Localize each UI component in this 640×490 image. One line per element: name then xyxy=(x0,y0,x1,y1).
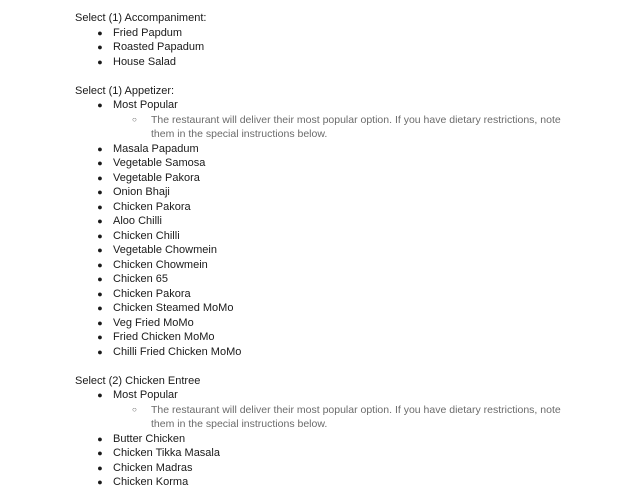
bullet-icon: ● xyxy=(97,42,103,52)
list-item xyxy=(0,214,640,229)
note-item xyxy=(132,403,571,432)
list-item xyxy=(0,200,640,215)
item-label: Chicken Chilli xyxy=(113,229,180,242)
bullet-icon: ● xyxy=(97,143,103,154)
item-label: Onion Bhaji xyxy=(113,186,170,198)
list-item xyxy=(0,243,640,258)
list-item xyxy=(0,258,640,273)
item-label: Chicken 65 xyxy=(113,273,169,285)
item-label: Chicken Korma xyxy=(113,476,189,488)
accompaniment-list xyxy=(0,26,640,70)
chicken-entree-list xyxy=(0,388,640,490)
bullet-icon: ● xyxy=(97,448,103,458)
note-text: The restaurant will deliver their most popular option. If you have dietary restrictions, note them in the special instructions below. xyxy=(151,403,561,430)
list-item xyxy=(0,316,640,331)
list-item xyxy=(0,388,640,432)
appetizer-list xyxy=(0,98,640,359)
bullet-icon: ● xyxy=(97,187,103,197)
bullet-icon: ● xyxy=(97,158,103,168)
item-label: Butter Chicken xyxy=(113,432,186,445)
bullet-icon: ● xyxy=(97,274,103,284)
section-title-chicken-entree: Select (2) Chicken Entree xyxy=(75,374,201,387)
item-label: Roasted Papadum xyxy=(113,41,205,53)
bullet-icon: ● xyxy=(97,230,103,241)
bullet-icon: ● xyxy=(97,216,103,226)
list-item xyxy=(0,475,640,490)
section-spacer xyxy=(0,69,640,84)
list-item xyxy=(0,55,640,70)
note-text: The restaurant will deliver their most popular option. If you have dietary restrictions, note them in the special instructions below. xyxy=(151,113,561,140)
list-item xyxy=(0,26,640,41)
item-label: Most Popular xyxy=(113,389,178,401)
list-item xyxy=(0,185,640,200)
item-label: Vegetable Pakora xyxy=(113,171,200,184)
list-item xyxy=(0,461,640,476)
item-label: Vegetable Chowmein xyxy=(113,244,217,256)
item-label: Masala Papadum xyxy=(113,142,199,155)
item-label: Chicken Chowmein xyxy=(113,258,208,271)
hollow-bullet-icon: ○ xyxy=(132,404,137,414)
item-label: Vegetable Samosa xyxy=(113,157,206,169)
item-label: Most Popular xyxy=(113,99,178,111)
bullet-icon: ● xyxy=(97,288,103,299)
item-label: Fried Papdum xyxy=(113,26,183,39)
section-title-accompaniment: Select (1) Accompaniment: xyxy=(75,12,207,24)
bullet-icon: ● xyxy=(97,201,103,212)
item-label: Chilli Fried Chicken MoMo xyxy=(113,345,242,358)
list-item xyxy=(0,301,640,316)
list-item xyxy=(0,432,640,447)
list-item xyxy=(0,98,640,142)
list-item xyxy=(0,330,640,345)
item-label: Chicken Pakora xyxy=(113,287,191,300)
item-label: Chicken Steamed MoMo xyxy=(113,302,234,314)
bullet-icon: ● xyxy=(97,477,103,487)
bullet-icon: ● xyxy=(97,433,103,444)
bullet-icon: ● xyxy=(97,346,103,357)
bullet-icon: ● xyxy=(97,245,103,255)
list-item xyxy=(0,156,640,171)
item-label: Fried Chicken MoMo xyxy=(113,331,215,343)
item-label: Veg Fried MoMo xyxy=(113,316,194,329)
bullet-icon: ● xyxy=(97,259,103,270)
bullet-icon: ● xyxy=(97,56,103,67)
bullet-icon: ● xyxy=(97,172,103,183)
list-item xyxy=(0,287,640,302)
bullet-icon: ● xyxy=(97,317,103,328)
list-item xyxy=(0,446,640,461)
item-label: Chicken Madras xyxy=(113,461,193,474)
item-label: Aloo Chilli xyxy=(113,215,162,227)
hollow-bullet-icon: ○ xyxy=(132,114,137,124)
list-item xyxy=(0,142,640,157)
bullet-icon: ● xyxy=(97,332,103,342)
list-item xyxy=(0,345,640,360)
bullet-icon: ● xyxy=(97,390,103,400)
note-item xyxy=(132,113,571,142)
sub-list xyxy=(113,403,640,432)
item-label: Chicken Pakora xyxy=(113,200,191,213)
bullet-icon: ● xyxy=(97,27,103,38)
list-item xyxy=(0,272,640,287)
section-title-appetizer: Select (1) Appetizer: xyxy=(75,84,175,97)
section-spacer xyxy=(0,359,640,374)
list-item xyxy=(0,229,640,244)
bullet-icon: ● xyxy=(97,462,103,473)
list-item xyxy=(0,40,640,55)
item-label: Chicken Tikka Masala xyxy=(113,447,220,459)
sub-list xyxy=(113,113,640,142)
bullet-icon: ● xyxy=(97,100,103,110)
item-label: House Salad xyxy=(113,55,176,68)
list-item xyxy=(0,171,640,186)
bullet-icon: ● xyxy=(97,303,103,313)
